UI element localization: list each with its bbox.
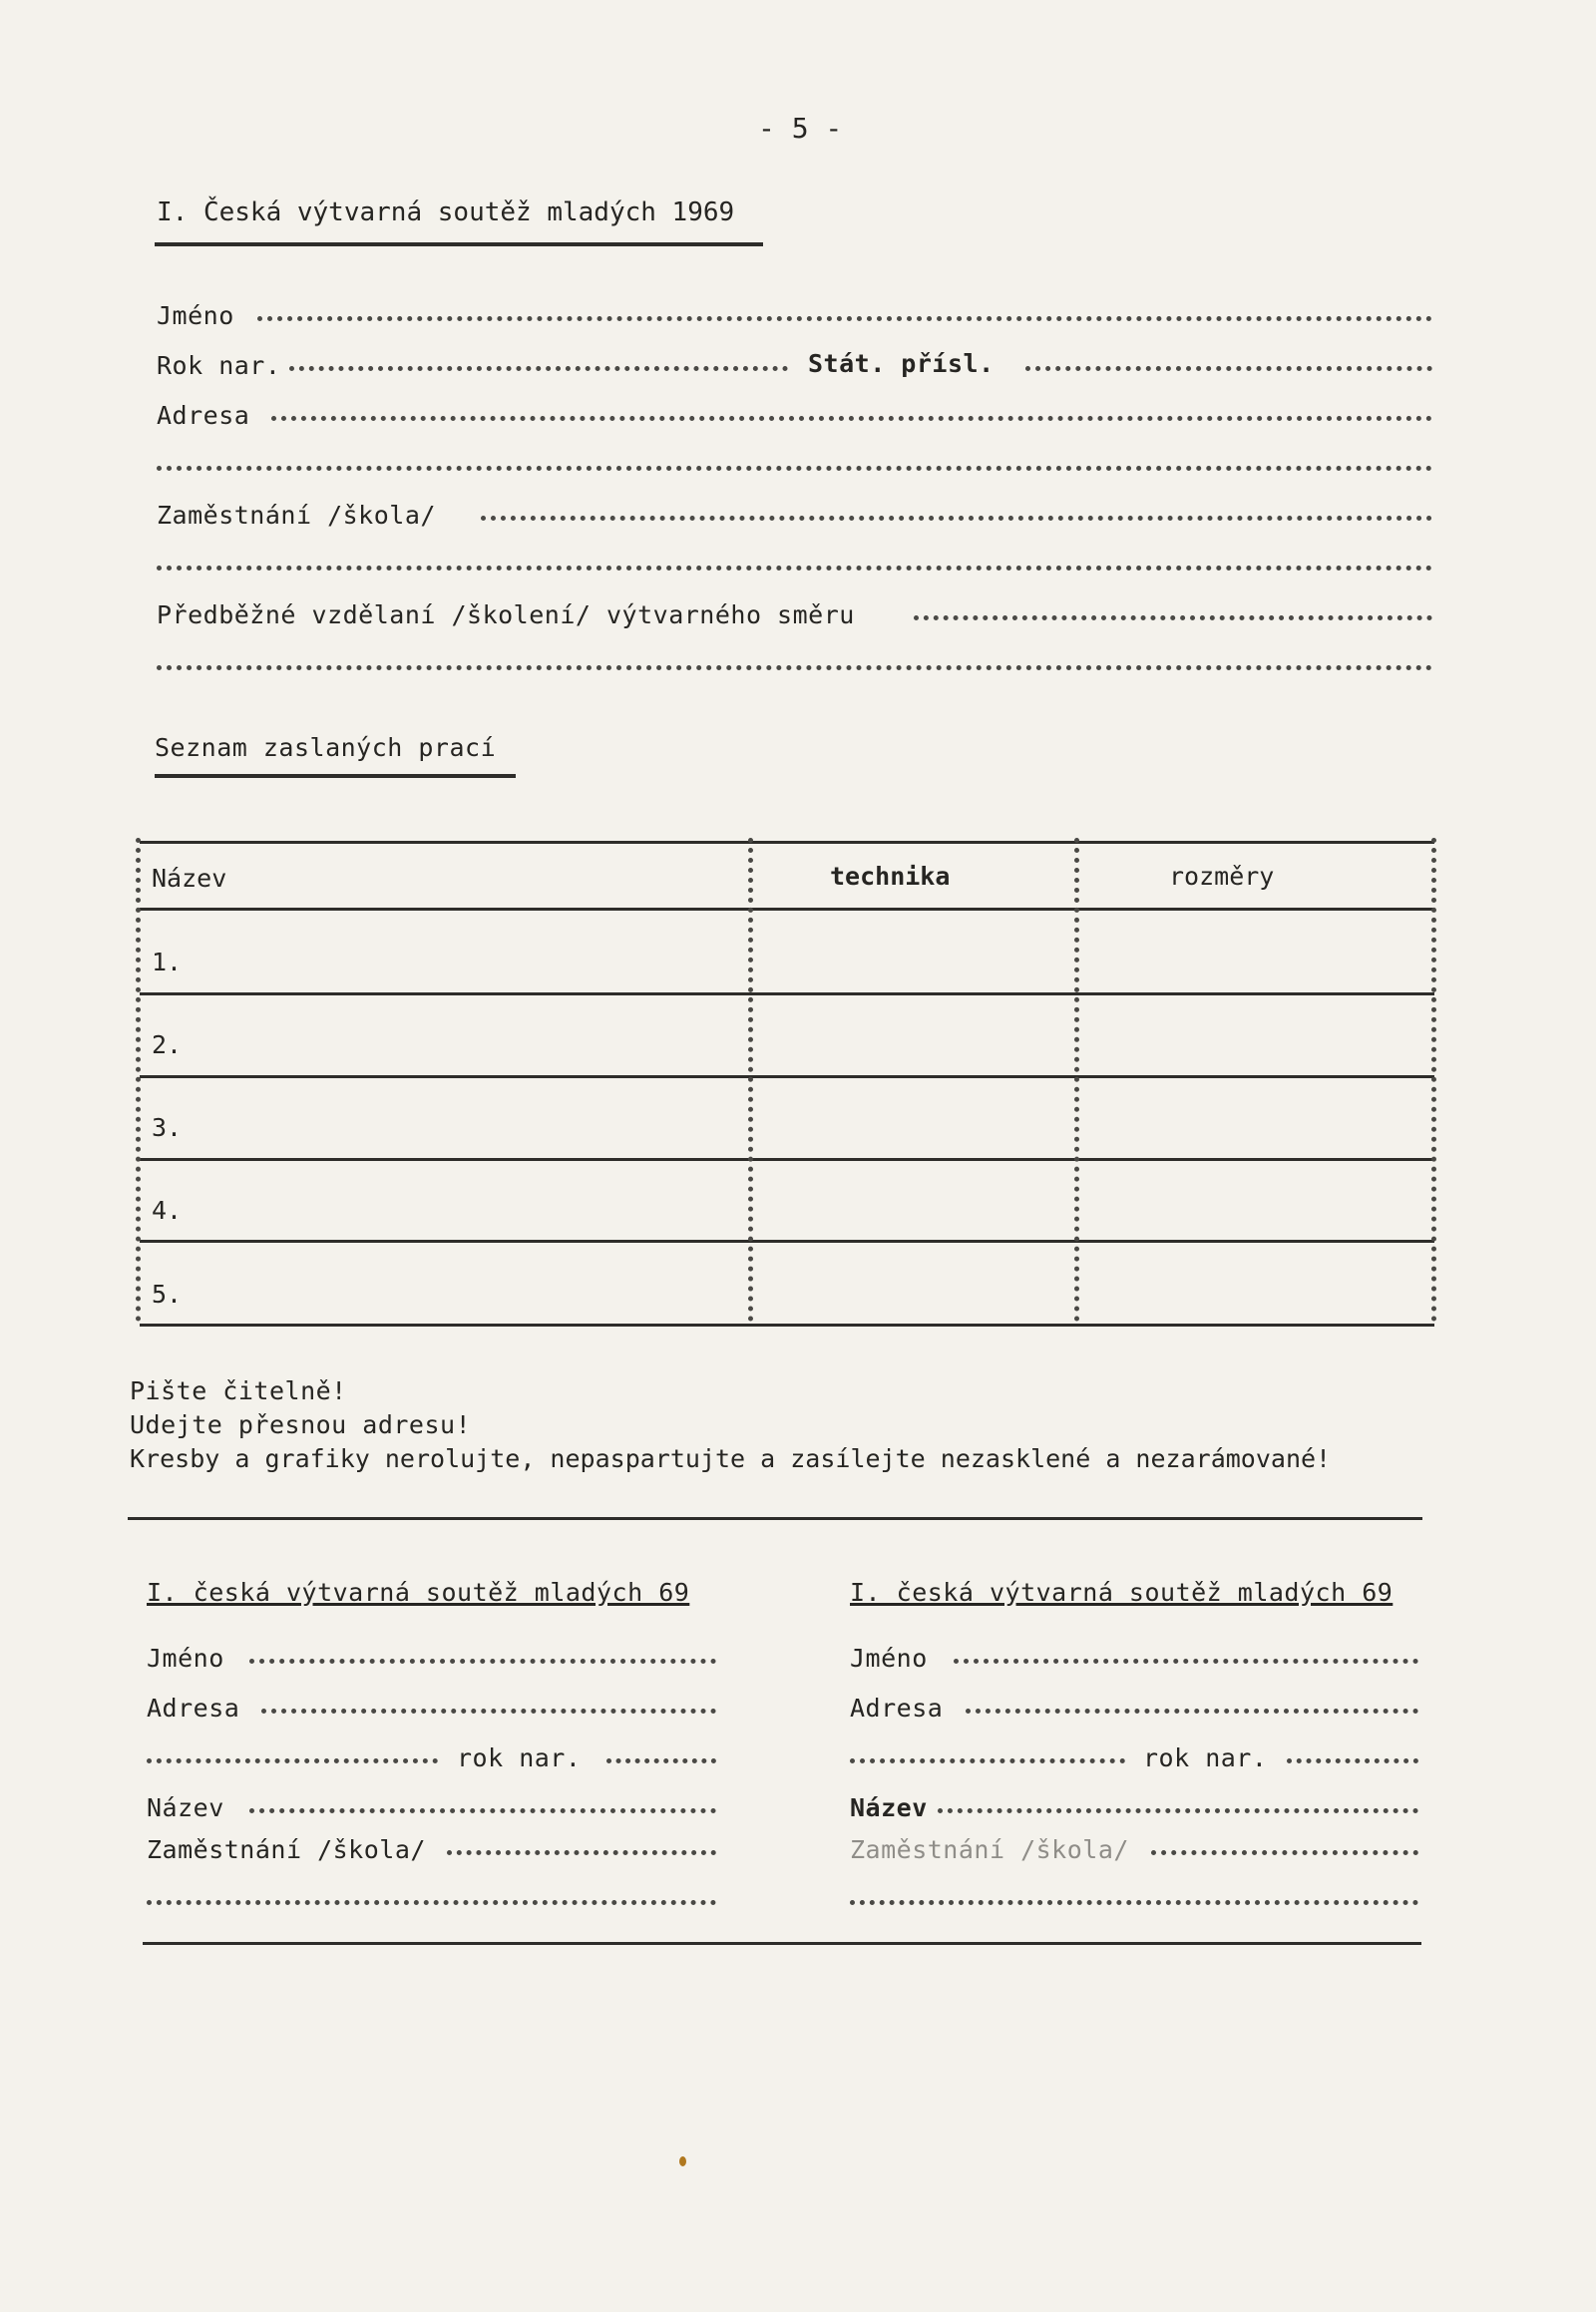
coupon-work-title-field[interactable]	[249, 1805, 716, 1813]
coupon-occupation-field-line2[interactable]	[850, 1897, 1418, 1905]
coupon-name-field[interactable]	[954, 1656, 1418, 1664]
ink-speck	[679, 2156, 686, 2166]
occupation-field[interactable]	[481, 513, 1432, 521]
form-title: I. Česká výtvarná soutěž mladých 1969	[157, 197, 735, 227]
table-row-number: 4.	[152, 1196, 183, 1225]
coupon-title: I. česká výtvarná soutěž mladých 69	[850, 1578, 1394, 1607]
coupon-name-label: Jméno	[147, 1644, 224, 1673]
citizenship-label: Stát. přísl.	[808, 349, 995, 378]
table-column-divider	[1074, 838, 1083, 1322]
table-row-number: 5.	[152, 1280, 183, 1309]
table-row-divider	[140, 1240, 1434, 1243]
table-row-number: 1.	[152, 948, 183, 976]
column-header-title: Název	[152, 864, 227, 893]
name-field[interactable]	[257, 313, 1432, 321]
birth-year-label: Rok nar.	[157, 351, 281, 380]
occupation-label: Zaměstnání /škola/	[157, 501, 436, 530]
works-list-heading: Seznam zaslaných prací	[155, 733, 497, 762]
name-label: Jméno	[157, 301, 234, 330]
birth-year-field[interactable]	[289, 363, 788, 371]
address-field[interactable]	[271, 413, 1432, 421]
coupon-occupation-label: Zaměstnání /škola/	[147, 1835, 426, 1864]
coupon-name-label: Jméno	[850, 1644, 928, 1673]
notice-address: Udejte přesnou adresu!	[130, 1410, 472, 1439]
coupon-birth-year-field[interactable]	[1287, 1755, 1418, 1763]
coupon-work-title-label: Název	[147, 1793, 224, 1822]
prior-education-label: Předběžné vzdělaní /školení/ výtvarného směru	[157, 600, 855, 629]
table-header-divider	[140, 908, 1434, 911]
table-left-border	[136, 838, 145, 1322]
column-header-dimensions: rozměry	[1169, 862, 1275, 891]
coupon-work-title-label: Název	[850, 1793, 928, 1822]
works-list-heading-underline	[155, 774, 516, 778]
prior-education-field-line2[interactable]	[157, 662, 1432, 670]
occupation-field-line2[interactable]	[157, 563, 1432, 571]
notice-legibly: Pište čitelně!	[130, 1376, 347, 1405]
coupon-occupation-field[interactable]	[447, 1847, 716, 1855]
coupon-address-label: Adresa	[850, 1694, 944, 1723]
address-label: Adresa	[157, 401, 250, 430]
coupon-occupation-field-line2[interactable]	[147, 1897, 716, 1905]
coupon-address-label: Adresa	[147, 1694, 240, 1723]
bottom-rule	[143, 1942, 1421, 1945]
coupon-work-title-field[interactable]	[938, 1805, 1418, 1813]
coupon-birth-year-field[interactable]	[606, 1755, 716, 1763]
table-row-divider	[140, 1075, 1434, 1078]
table-row-number: 3.	[152, 1113, 183, 1142]
coupon-birth-year-label: rok nar.	[457, 1743, 582, 1772]
page-number: - 5 -	[758, 112, 843, 145]
address-field-line2[interactable]	[157, 463, 1432, 471]
table-row-divider	[140, 992, 1434, 995]
coupon-address-field-line2[interactable]	[850, 1755, 1125, 1763]
citizenship-field[interactable]	[1025, 363, 1432, 371]
table-bottom-border	[140, 1324, 1434, 1327]
coupon-occupation-label: Zaměstnání /škola/	[850, 1835, 1129, 1864]
table-row-divider	[140, 1158, 1434, 1161]
coupon-address-field-line2[interactable]	[147, 1755, 438, 1763]
notice-shipping: Kresby a grafiky nerolujte, nepaspartujte a zasílejte nezasklené a nezarámované!	[130, 1444, 1332, 1473]
coupon-occupation-field[interactable]	[1151, 1847, 1418, 1855]
cut-line	[128, 1517, 1422, 1520]
coupon-birth-year-label: rok nar.	[1143, 1743, 1268, 1772]
coupon-name-field[interactable]	[249, 1656, 716, 1664]
table-top-border	[140, 841, 1434, 844]
table-right-border	[1431, 838, 1440, 1322]
coupon-address-field[interactable]	[261, 1706, 716, 1714]
title-underline	[155, 242, 763, 246]
prior-education-field[interactable]	[914, 612, 1432, 620]
coupon-address-field[interactable]	[966, 1706, 1418, 1714]
table-row-number: 2.	[152, 1030, 183, 1059]
column-header-technique: technika	[830, 862, 951, 891]
coupon-title: I. česká výtvarná soutěž mladých 69	[147, 1578, 690, 1607]
table-column-divider	[748, 838, 757, 1322]
